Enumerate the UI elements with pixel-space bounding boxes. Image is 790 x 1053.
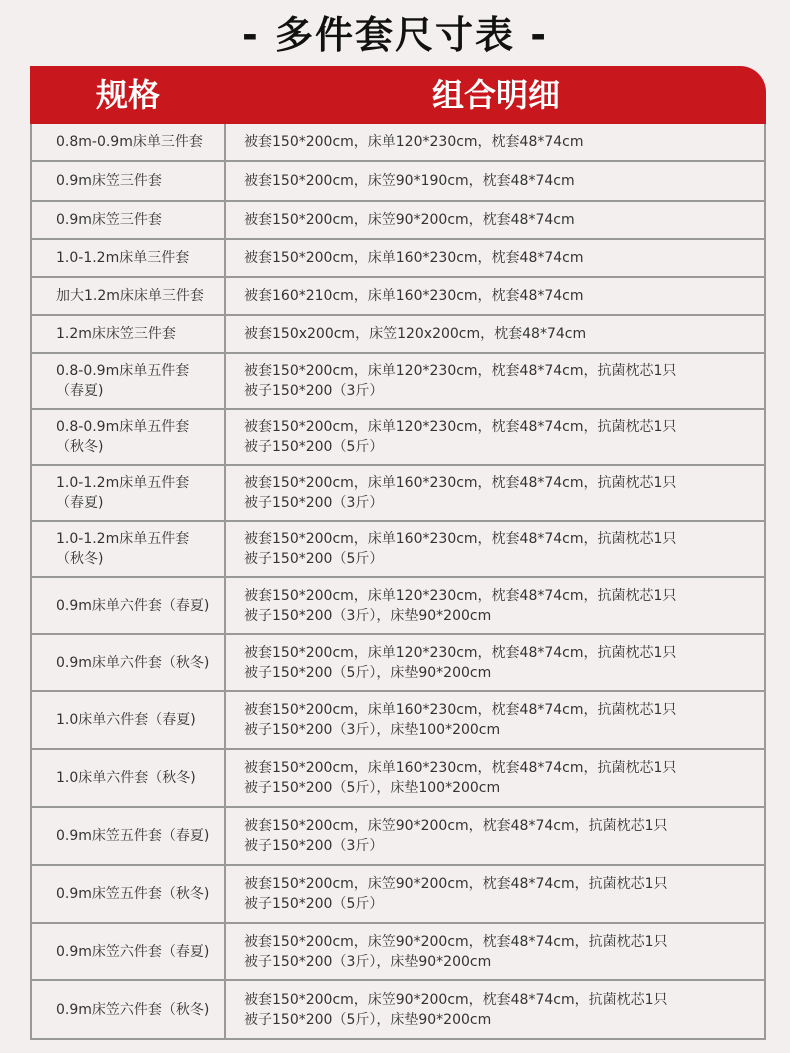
detail-cell-text: 被套150*200cm，床笠90*190cm，枕套48*74cm <box>244 173 575 189</box>
detail-cell <box>226 316 764 352</box>
spec-cell-text: 0.9m床单六件套（秋冬) <box>56 654 210 671</box>
table-row <box>32 162 764 202</box>
spec-cell-text: 0.9m床笠三件套 <box>56 212 162 228</box>
spec-cell-text: 0.9m床单六件套（春夏) <box>56 597 210 614</box>
detail-cell-text: 被套150*200cm，床笠90*200cm，枕套48*74cm，抗菌枕芯1只 被子150*200（3斤） <box>244 818 668 854</box>
spec-cell <box>32 692 226 748</box>
header-detail: 组合明细 <box>431 76 560 114</box>
spec-cell <box>32 410 226 464</box>
spec-cell <box>32 924 226 979</box>
spec-cell-text: 0.9m床笠六件套（秋冬) <box>56 1001 210 1018</box>
detail-cell-text: 被套150*200cm，床笠90*200cm，枕套48*74cm <box>244 212 575 228</box>
spec-cell-text: 1.0-1.2m床单五件套 （秋冬) <box>56 531 190 567</box>
spec-cell <box>32 202 226 238</box>
detail-cell <box>226 278 764 314</box>
table-row <box>32 808 764 866</box>
detail-cell-text: 被套150*200cm，床单160*230cm，枕套48*74cm，抗菌枕芯1只 被子150*200（3斤） <box>244 475 677 511</box>
spec-cell <box>32 866 226 922</box>
spec-cell-text: 0.9m床笠六件套（春夏) <box>56 943 210 960</box>
detail-cell <box>226 410 764 464</box>
detail-cell-text: 被套160*210cm，床单160*230cm，枕套48*74cm <box>244 288 584 304</box>
detail-cell-text: 被套150*200cm，床单120*230cm，枕套48*74cm <box>244 134 584 150</box>
table-header <box>30 66 766 124</box>
detail-cell <box>226 162 764 200</box>
spec-cell <box>32 750 226 806</box>
spec-cell-text: 0.8-0.9m床单五件套 （春夏) <box>56 363 190 399</box>
detail-cell-text: 被套150*200cm，床单160*230cm，枕套48*74cm <box>244 250 584 266</box>
detail-cell <box>226 522 764 576</box>
spec-cell <box>32 278 226 314</box>
table-row <box>32 354 764 410</box>
detail-cell-text: 被套150*200cm，床单160*230cm，枕套48*74cm，抗菌枕芯1只 被子150*200（3斤），床垫100*200cm <box>244 702 677 738</box>
header-spec: 规格 <box>95 76 160 114</box>
table-row <box>32 750 764 808</box>
table-row <box>32 578 764 635</box>
detail-cell-text: 被套150*200cm，床单120*230cm，枕套48*74cm，抗菌枕芯1只 被子150*200（3斤） <box>244 363 677 399</box>
detail-cell <box>226 866 764 922</box>
detail-cell <box>226 808 764 864</box>
table-row <box>32 635 764 692</box>
detail-cell <box>226 354 764 408</box>
spec-cell <box>32 635 226 690</box>
detail-cell <box>226 202 764 238</box>
page-title: - 多件套尺寸表 - <box>241 13 548 57</box>
detail-cell-text: 被套150*200cm，床单160*230cm，枕套48*74cm，抗菌枕芯1只 被子150*200（5斤），床垫100*200cm <box>244 760 677 796</box>
spec-cell <box>32 162 226 200</box>
spec-cell-text: 加大1.2m床床单三件套 <box>56 288 204 304</box>
detail-cell <box>226 578 764 633</box>
detail-cell-text: 被套150*200cm，床单160*230cm，枕套48*74cm，抗菌枕芯1只 被子150*200（5斤） <box>244 531 677 567</box>
spec-cell-text: 0.9m床笠五件套（秋冬) <box>56 886 210 902</box>
spec-cell <box>32 578 226 633</box>
detail-cell-text: 被套150*200cm，床笠90*200cm，枕套48*74cm，抗菌枕芯1只 被子150*200（3斤），床垫90*200cm <box>244 933 668 970</box>
table-row <box>32 124 764 162</box>
spec-cell <box>32 808 226 864</box>
spec-cell <box>32 981 226 1038</box>
spec-cell <box>32 240 226 276</box>
detail-cell <box>226 750 764 806</box>
detail-cell <box>226 466 764 520</box>
detail-cell-text: 被套150*200cm，床笠90*200cm，枕套48*74cm，抗菌枕芯1只 被子150*200（5斤），床垫90*200cm <box>244 991 668 1028</box>
spec-cell-text: 1.0床单六件套（春夏) <box>56 712 196 728</box>
spec-cell <box>32 124 226 160</box>
detail-cell <box>226 240 764 276</box>
spec-cell-text: 0.9m床笠五件套（春夏) <box>56 828 210 844</box>
spec-cell <box>32 316 226 352</box>
detail-cell-text: 被套150*200cm，床笠90*200cm，枕套48*74cm，抗菌枕芯1只 被子150*200（5斤） <box>244 876 668 912</box>
spec-cell-text: 1.0床单六件套（秋冬) <box>56 770 196 786</box>
table-row <box>32 866 764 924</box>
spec-cell <box>32 466 226 520</box>
table-row <box>32 410 764 466</box>
detail-cell-text: 被套150*200cm，床单120*230cm，枕套48*74cm，抗菌枕芯1只 被子150*200（5斤），床垫90*200cm <box>244 644 677 681</box>
table-row <box>32 202 764 240</box>
detail-cell-text: 被套150*200cm，床单120*230cm，枕套48*74cm，抗菌枕芯1只 被子150*200（5斤） <box>244 419 677 455</box>
table-row <box>32 692 764 750</box>
spec-cell-text: 0.8-0.9m床单五件套 （秋冬) <box>56 419 190 455</box>
detail-cell <box>226 924 764 979</box>
spec-cell-text: 1.0-1.2m床单五件套 （春夏) <box>56 475 190 511</box>
detail-cell <box>226 692 764 748</box>
size-table <box>30 124 766 1040</box>
spec-cell-text: 0.8m-0.9m床单三件套 <box>56 134 203 150</box>
detail-cell <box>226 124 764 160</box>
table-row <box>32 981 764 1038</box>
spec-cell-text: 1.0-1.2m床单三件套 <box>56 250 190 266</box>
spec-cell <box>32 522 226 576</box>
table-row <box>32 278 764 316</box>
table-row <box>32 240 764 278</box>
table-row <box>32 316 764 354</box>
spec-cell <box>32 354 226 408</box>
table-row <box>32 924 764 981</box>
spec-cell-text: 0.9m床笠三件套 <box>56 173 162 189</box>
detail-cell <box>226 635 764 690</box>
table-row <box>32 522 764 578</box>
table-row <box>32 466 764 522</box>
detail-cell-text: 被套150x200cm，床笠120x200cm，枕套48*74cm <box>244 326 587 342</box>
spec-cell-text: 1.2m床床笠三件套 <box>56 326 176 342</box>
detail-cell-text: 被套150*200cm，床单120*230cm，枕套48*74cm，抗菌枕芯1只 被子150*200（3斤），床垫90*200cm <box>244 587 677 624</box>
detail-cell <box>226 981 764 1038</box>
